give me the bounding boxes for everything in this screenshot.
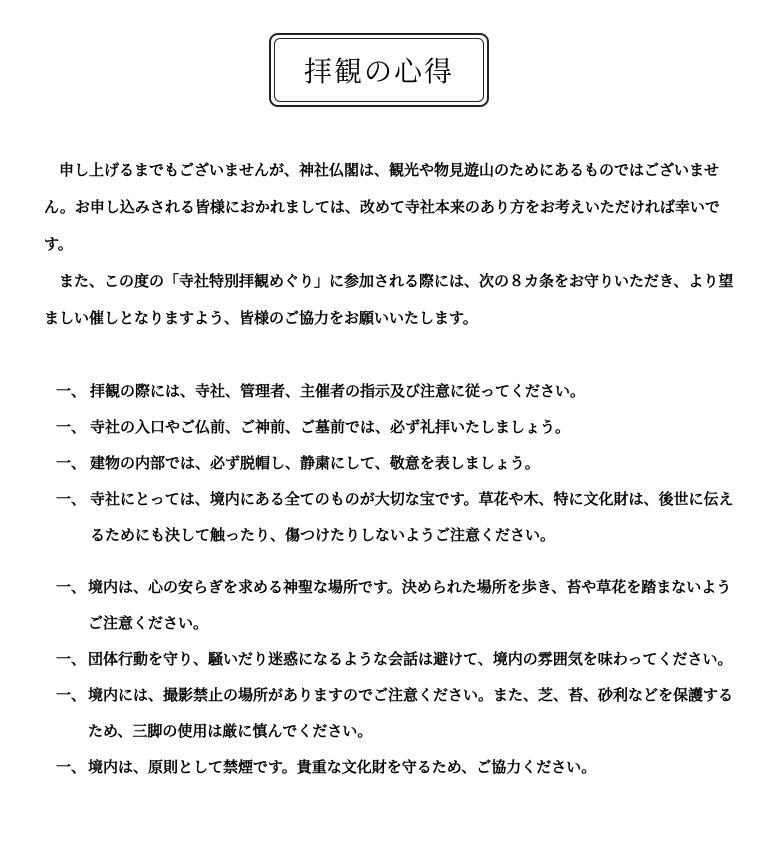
rule-text: 境内は、心の安らぎを求める神聖な場所です。決められた場所を歩き、苔や草花を踏まないようご注意ください。 — [88, 578, 732, 632]
rule-marker: 一、 — [56, 490, 87, 508]
rule-item-6 — [56, 641, 746, 677]
rule-marker: 一、 — [56, 650, 87, 668]
rule-marker: 一、 — [56, 418, 87, 436]
rule-item-1 — [56, 373, 746, 409]
page-title: 拝観の心得 — [274, 38, 484, 102]
rule-item-4 — [56, 481, 746, 553]
rule-item-8 — [56, 749, 746, 785]
rule-marker: 一、 — [56, 578, 87, 596]
title-frame — [269, 33, 489, 107]
intro-paragraph-2: また、この度の「寺社特別拝観めぐり」に参加される際には、次の８カ条をお守りいただき、より望ましい催しとなりますよう、皆様のご協力をお願いいたします。 — [44, 272, 734, 327]
rule-text: 寺社の入口やご仏前、ご神前、ご墓前では、必ず礼拝いたしましょう。 — [90, 418, 571, 436]
rule-item-7 — [56, 677, 746, 749]
rule-item-5 — [56, 569, 746, 641]
rule-text: 拝観の際には、寺社、管理者、主催者の指示及び注意に従ってください。 — [90, 382, 586, 400]
rules-list — [56, 373, 746, 553]
rule-text: 境内には、撮影禁止の場所がありますのでご注意ください。また、芝、苔、砂利などを保護するため、三脚の使用は厳に慎んでください。 — [88, 686, 734, 740]
rule-text: 寺社にとっては、境内にある全てのものが大切な宝です。草花や木、特に文化財は、後世に伝えるためにも決して触ったり、傷つけたりしないようご注意ください。 — [90, 490, 734, 544]
rule-text: 建物の内部では、必ず脱帽し、静粛にして、敬意を表しましょう。 — [90, 454, 540, 472]
rules-list-continued — [56, 569, 746, 785]
rule-marker: 一、 — [56, 454, 87, 472]
rule-marker: 一、 — [56, 758, 87, 776]
rule-marker: 一、 — [56, 382, 87, 400]
rule-item-3 — [56, 445, 746, 481]
rule-item-2 — [56, 409, 746, 445]
intro-section — [44, 152, 744, 337]
rule-marker: 一、 — [56, 686, 87, 704]
intro-paragraph-1: 申し上げるまでもございませんが、神社仏閣は、観光や物見遊山のためにあるものではございません。お申し込みされる皆様におかれましては、改めて寺社本来のあり方をお考えいただければ幸いです。 — [44, 161, 720, 253]
rule-text: 団体行動を守り、騒いだり迷惑になるような会話は避けて、境内の雰囲気を味わってください。 — [88, 650, 733, 668]
rule-text: 境内は、原則として禁煙です。貴重な文化財を守るため、ご協力ください。 — [88, 758, 597, 776]
